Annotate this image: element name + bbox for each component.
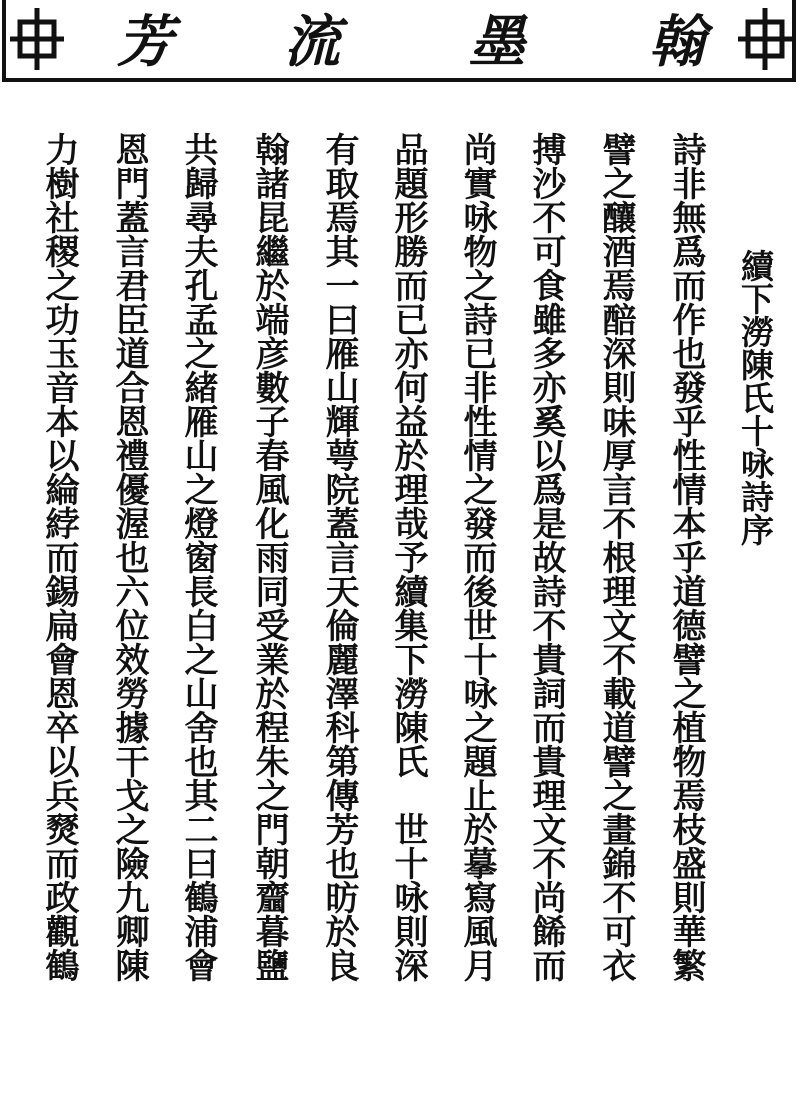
text-column-6: 有取焉其一曰雁山輝萼院蓋言天倫麗澤科第傳芳也昉於良 <box>319 132 359 982</box>
lattice-ornament-icon <box>738 8 792 70</box>
text-column-3: 搏沙不可食雖多亦奚以爲是故詩不貴詞而貴理文不尚餙而 <box>526 132 566 982</box>
text-column-10: 力樹社稷之功玉音本以綸綍而錫扁會恩卒以兵燹而政觀鶴 <box>39 132 79 982</box>
text-column-9: 恩門蓋言君臣道合恩禮優渥也六位效勞據干戈之險九卿陳 <box>109 132 149 982</box>
preface-heading: 續下澇陳氏十咏詩序 <box>736 249 775 546</box>
header-title-char-2: 流 <box>284 9 340 75</box>
text-column-2: 譬之釀酒焉醅深則味厚言不根理文不載道譬之畫錦不可衣 <box>596 132 636 982</box>
header-title-char-1: 芳 <box>117 9 173 75</box>
text-column-5: 品題形勝而已亦何益於理哉予續集下澇陳氏 世十咏則深 <box>388 132 428 982</box>
text-column-7: 翰諸昆繼於端彦數子春風化雨同受業於程朱之門朝齏暮鹽 <box>249 132 289 982</box>
text-column-8: 共歸尋夫孔孟之緒雁山之燈窗長白之山舍也其二曰鶴浦會 <box>178 132 218 982</box>
header-title-char-3: 墨 <box>469 9 525 75</box>
text-column-4: 尚實咏物之詩已非性情之發而後世十咏之題止於摹寫風月 <box>457 132 497 982</box>
lattice-ornament-icon <box>10 8 64 70</box>
header-title-char-4: 翰 <box>649 9 705 75</box>
text-column-1: 詩非無爲而作也發乎性情本乎道德譬之植物焉枝盛則華繁 <box>666 132 706 982</box>
header-banner <box>0 0 802 88</box>
